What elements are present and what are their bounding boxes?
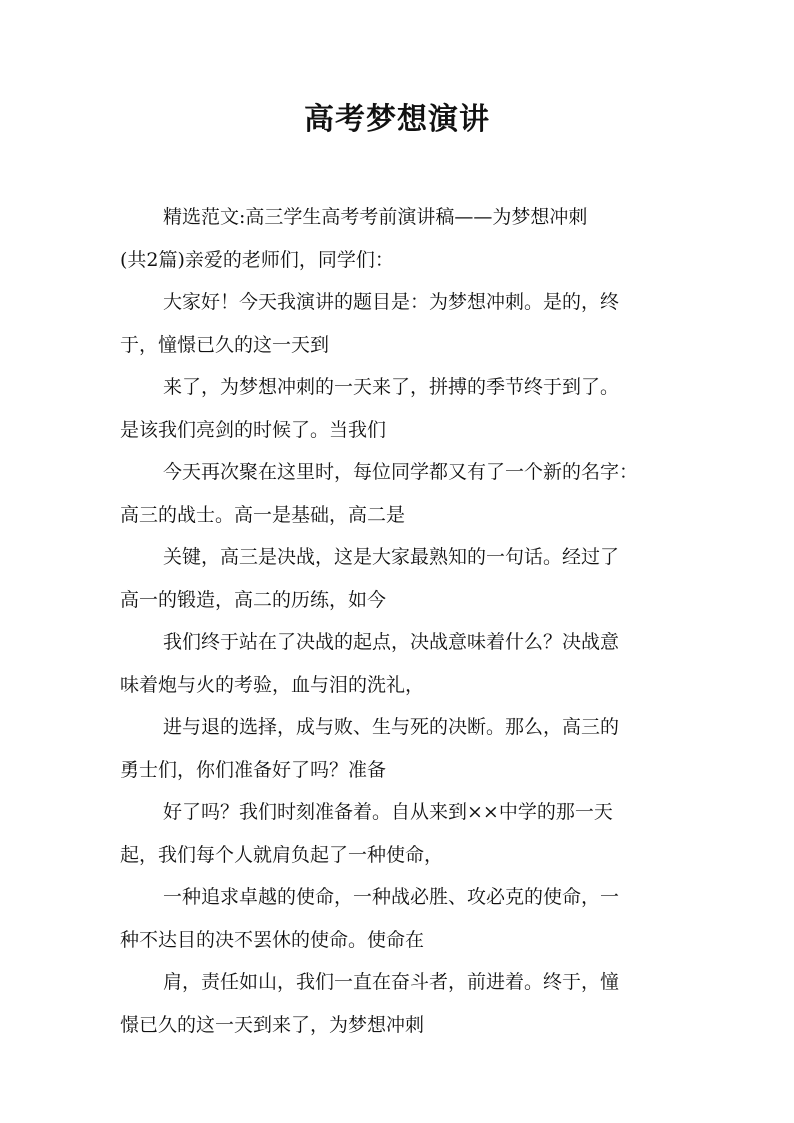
paragraph-line: 来了，为梦想冲刺的一天来了，拼搏的季节终于到了。 [163,376,620,398]
paragraph [120,366,680,451]
paragraph-line: 起，我们每个人就肩负起了一种使命， [120,843,444,866]
paragraph-line: 进与退的选择，成与败、生与死的决断。那么，高三的 [163,716,620,738]
paragraph-line: 憬已久的这一天到来了，为梦想冲刺 [120,1013,425,1036]
paragraph [120,961,680,1046]
paragraph-line: 今天再次聚在这里时，每位同学都又有了一个新的名字： [163,461,639,483]
paragraph-line: (共2篇)亲爱的老师们，同学们： [120,248,394,271]
paragraph-line: 我们终于站在了决战的起点，决战意味着什么？决战意 [163,631,620,653]
paragraph-line: 一种追求卓越的使命，一种战必胜、攻必克的使命，一 [163,886,620,908]
paragraph-line: 勇士们，你们准备好了吗？准备 [120,758,387,781]
paragraph [120,876,680,961]
paragraph [120,451,680,536]
paragraph [120,536,680,621]
document-title: 高考梦想演讲 [304,102,490,137]
paragraph [120,706,680,791]
paragraph-line: 好了吗？我们时刻准备着。自从来到××中学的那一天 [163,801,613,823]
paragraph [120,281,680,366]
paragraph-line: 味着炮与火的考验，血与泪的洗礼， [120,673,425,696]
paragraph [120,621,680,706]
paragraph-line: 高三的战士。高一是基础，高二是 [120,503,406,526]
paragraph-line: 种不达目的决不罢休的使命。使命在 [120,928,425,951]
paragraph-line: 是该我们亮剑的时候了。当我们 [120,418,387,441]
paragraph [120,196,680,281]
paragraph-line: 高一的锻造，高二的历练，如今 [120,588,387,611]
paragraph-line: 于，憧憬已久的这一天到 [120,333,330,356]
paragraph-line: 肩，责任如山，我们一直在奋斗者，前进着。终于，憧 [163,971,620,993]
paragraph [120,791,680,876]
paragraph-line: 关键，高三是决战，这是大家最熟知的一句话。经过了 [163,546,620,568]
paragraph-line: 大家好！今天我演讲的题目是：为梦想冲刺。是的，终 [163,291,620,313]
paragraph-line: 精选范文:高三学生高考考前演讲稿——为梦想冲刺 [163,206,588,228]
document-body [120,196,680,1046]
